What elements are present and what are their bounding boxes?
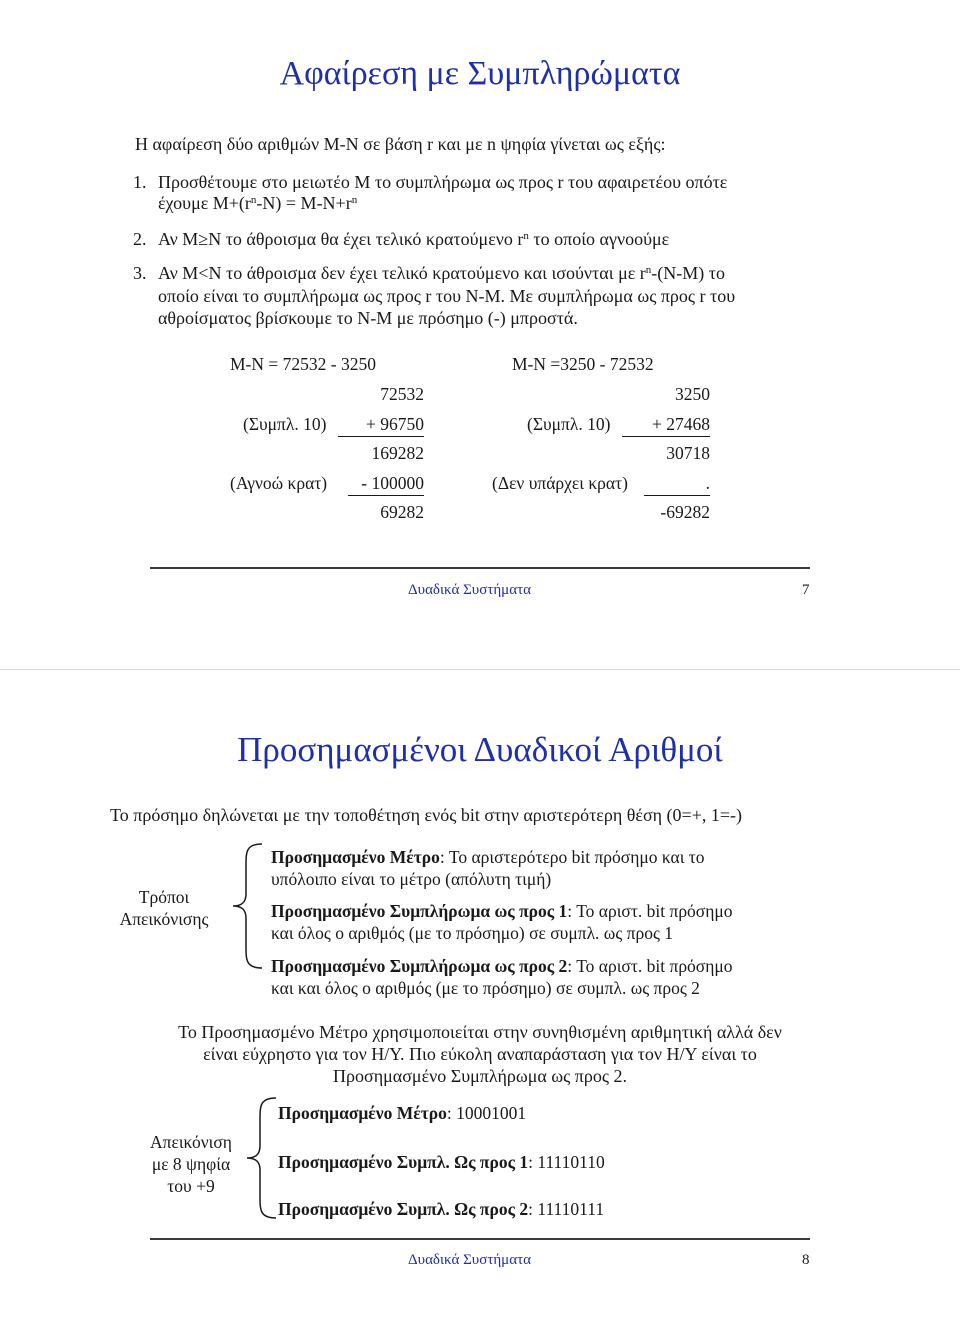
example-result: 69282 [380, 502, 424, 522]
example-label: Απεικόνιση με 8 ψηφία του +9 [150, 1132, 232, 1196]
footer-title: Δυαδικά Συστήματα [408, 1252, 531, 1268]
slide-title: Αφαίρεση με Συμπληρώματα [279, 55, 681, 92]
list-text: Αν Μ<Ν το άθροισμα δεν έχει τελικό κρατούμενο και ισούνται με $r^n-(N-M)$ το [158, 263, 725, 283]
left-brace-icon [244, 1096, 278, 1220]
list-number: 3. [133, 263, 147, 283]
example-row: Προσημασμένο Μέτρο: 10001001 [278, 1103, 527, 1123]
example-row: Προσημασμένο Συμπλ. Ως προς 1: 11110110 [278, 1152, 605, 1172]
intro-text: Η αφαίρεση δύο αριθμών Μ-Ν σε βάση r και με n ψηφία γίνεται ως εξής: [135, 134, 666, 154]
page-number: 7 [802, 582, 810, 598]
list-text-line2: οποίο είναι το συμπλήρωμα ως προς r του Ν-Μ. Με συμπλήρωμα ως προς r του [158, 286, 736, 306]
mode-description: υπόλοιπο είναι το μέτρο (απόλυτη τιμή) [271, 869, 552, 889]
example-value: 30718 [666, 443, 710, 463]
footer-divider [150, 1238, 810, 1240]
example-result: -69282 [660, 502, 710, 522]
mode-description: και και όλος ο αριθμός (με το πρόσημο) σε συμπλ. ως προς 2 [271, 978, 700, 998]
slide-8: Προσημασμένοι Δυαδικοί Αριθμοί Το πρόσημο δηλώνεται με την τοποθέτηση ενός bit στην αριστερότερη θέση (0=+, 1=-) Τρόποι Απεικόνισης Προσημασμένο Μέτρο: Το αριστερότερο bit πρόσημο και το υπόλοιπο είναι το μέτρο (απόλυτη τιμή) Προσημασμένο Συμπλήρωμα ως προς 1: Το αριστ. bit πρόσημο και όλος ο αριθμός (με το πρόσημο) σε συμπλ. ως προς 1 Προσημασμένο Συμπλήρωμα ως προς 2: Το αριστ. bit πρόσημο και και όλος ο αριθμός (με το πρόσημο) σε συμπλ. ως προς 2 Το Προσημασμένο Μέτρο χρησιμοποιείται στην συνηθισμένη αριθμητική αλλά δεν είναι εύχρηστο για τον Η/Υ. Πιο εύκολη αναπαράσταση για τον Η/Υ είναι το Προσημασμένο Συμπλήρωμα ως προς 2. Απεικόνιση με 8 ψηφία του +9 Προσημασμένο Μέτρο: 10001001 Προσημασμένο Συμπλ. Ως προς 1: 11110110 Προσημασμένο Συμπλ. Ως προς 2: 11110111 Δυαδικά Συστήματα 8 [0, 670, 960, 1342]
example-operation: + 27468 [622, 414, 710, 437]
mode-name: Προσημασμένο Μέτρο [271, 847, 440, 867]
example-value: 72532 [380, 384, 424, 404]
list-text: Προσθέτουμε στο μειωτέο Μ το συμπλήρωμα ως προς r του αφαιρετέου οπότε [158, 172, 728, 192]
example-operation: . [644, 473, 710, 496]
example-operation: - 100000 [348, 473, 424, 496]
list-number: 2. [133, 229, 147, 249]
list-text-line3: αθροίσματος βρίσκουμε το Ν-Μ με πρόσημο (-) μπροστά. [158, 308, 578, 328]
intro-text: Το πρόσημο δηλώνεται με την τοποθέτηση ενός bit στην αριστερότερη θέση (0=+, 1=-) [110, 805, 742, 825]
page-number: 8 [802, 1252, 810, 1268]
list-text: Αν Μ≥Ν το άθροισμα θα έχει τελικό κρατούμενο $r^n$ το οποίο αγνοούμε [158, 229, 670, 249]
footer-divider [150, 567, 810, 569]
example-label: (Δεν υπάρχει κρατ) [492, 473, 628, 493]
example-label: (Συμπλ. 10) [527, 414, 611, 434]
example-header: Μ-Ν =3250 - 72532 [512, 354, 654, 374]
example-header: Μ-Ν = 72532 - 3250 [230, 354, 376, 374]
footer-title: Δυαδικά Συστήματα [408, 582, 531, 598]
slide-7 [0, 0, 960, 670]
example-label: (Συμπλ. 10) [243, 414, 327, 434]
binary-value: 10001001 [456, 1103, 527, 1123]
example-operation: + 96750 [338, 414, 424, 437]
example-value: 3250 [675, 384, 710, 404]
list-text-line2: έχουμε $M+(r^n-N) = M-N+r^n$ [158, 193, 358, 213]
slide-title: Προσημασμένοι Δυαδικοί Αριθμοί [237, 730, 723, 769]
example-label: (Αγνοώ κρατ) [230, 473, 328, 493]
mode-description: και όλος ο αριθμός (με το πρόσημο) σε συμπλ. ως προς 1 [271, 923, 673, 943]
modes-label: Τρόποι Απεικόνισης [119, 887, 209, 929]
mode-name: Προσημασμένο Συμπλήρωμα ως προς 1 [271, 901, 568, 921]
list-number: 1. [133, 172, 147, 192]
paragraph: Το Προσημασμένο Μέτρο χρησιμοποιείται στην συνηθισμένη αριθμητική αλλά δεν είναι εύχρηστο για τον Η/Υ. Πιο εύκολη αναπαράσταση για τον Η/Υ είναι το Προσημασμένο Συμπλήρωμα ως προς 2. [178, 1022, 782, 1086]
example-value: 169282 [371, 443, 424, 463]
binary-value: 11110111 [537, 1199, 605, 1219]
mode-name: Προσημασμένο Συμπλήρωμα ως προς 2 [271, 956, 568, 976]
example-row: Προσημασμένο Συμπλ. Ως προς 2: 11110111 [278, 1199, 605, 1219]
left-brace-icon [230, 842, 264, 970]
binary-value: 11110110 [537, 1152, 605, 1172]
